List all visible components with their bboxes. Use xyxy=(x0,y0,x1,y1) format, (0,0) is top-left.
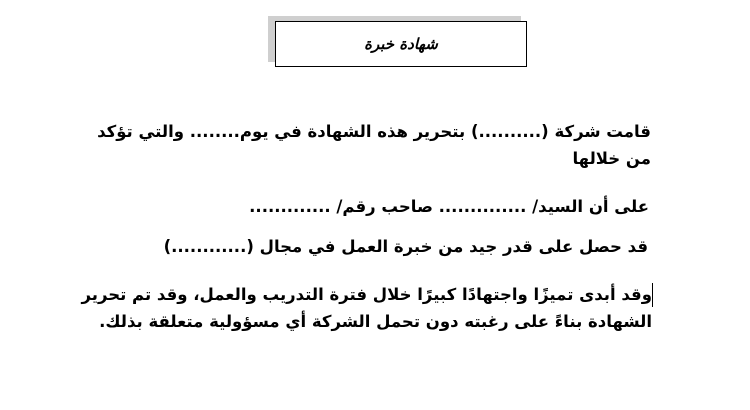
text-cursor xyxy=(652,283,653,307)
person-line: على أن السيد/ .............. صاحب رقم/ ............. xyxy=(249,197,649,216)
closing-line-1: وقد أبدى تميزًا واجتهادًا كبيرًا خلال فترة التدريب والعمل، وقد تم تحرير xyxy=(81,285,652,304)
title-box xyxy=(275,21,527,67)
experience-line: قد حصل على قدر جيد من خبرة العمل في مجال (............) xyxy=(163,237,648,256)
closing-line-2: الشهادة بناءً على رغبته دون تحمل الشركة أي مسؤولية متعلقة بذلك. xyxy=(99,312,652,331)
intro-line-1: قامت شركة (..........) بتحرير هذه الشهادة في يوم........ والتي تؤكد xyxy=(97,122,651,141)
intro-line-2: من خلالها xyxy=(572,149,651,168)
document-title: شهادة خبرة xyxy=(364,35,438,53)
